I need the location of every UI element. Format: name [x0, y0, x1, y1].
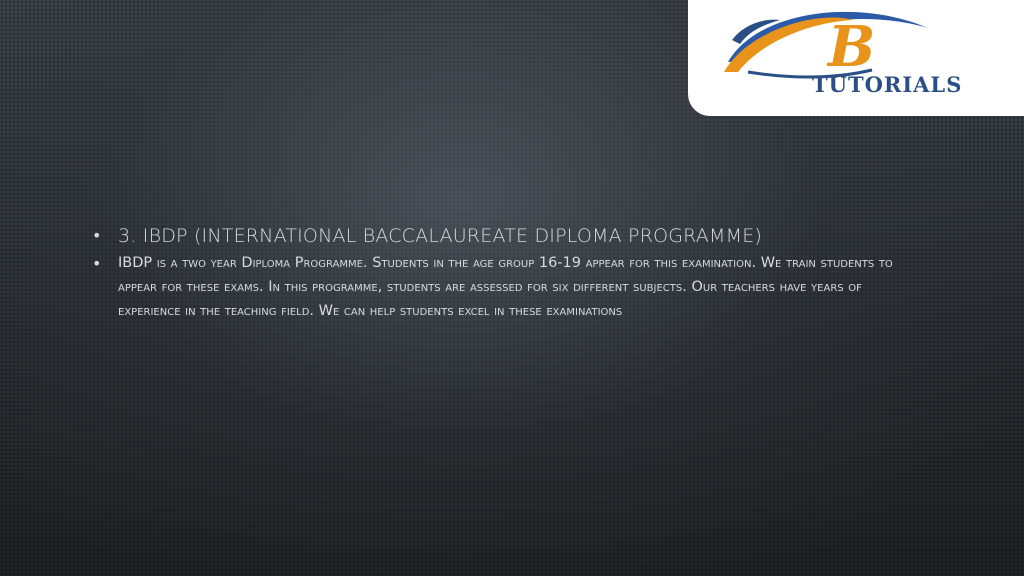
logo-letter: B: [828, 14, 876, 80]
bullet-item-1: [92, 222, 912, 250]
logo-text: TUTORIALS: [812, 72, 963, 97]
bullet-item-2: [92, 251, 912, 323]
bullet-title: 3. IBDP (INTERNATIONAL BACCALAUREATE DIPLOMA PROGRAMME): [118, 225, 763, 247]
content-area: [92, 222, 912, 323]
logo-graphic: [688, 0, 1024, 116]
bullet-body-text: IBDP is a two year Diploma Programme. Students in the age group 16-19 appear for this examination. We train students to appear for these exams. In this programme, students are assessed for six different subjects. Our teachers have years of experience in the teaching field. We can help students excel in these examinations: [118, 255, 893, 319]
bullet-dot: •: [92, 226, 102, 245]
logo-card: [688, 0, 1024, 116]
bullet-dot: •: [92, 254, 102, 273]
